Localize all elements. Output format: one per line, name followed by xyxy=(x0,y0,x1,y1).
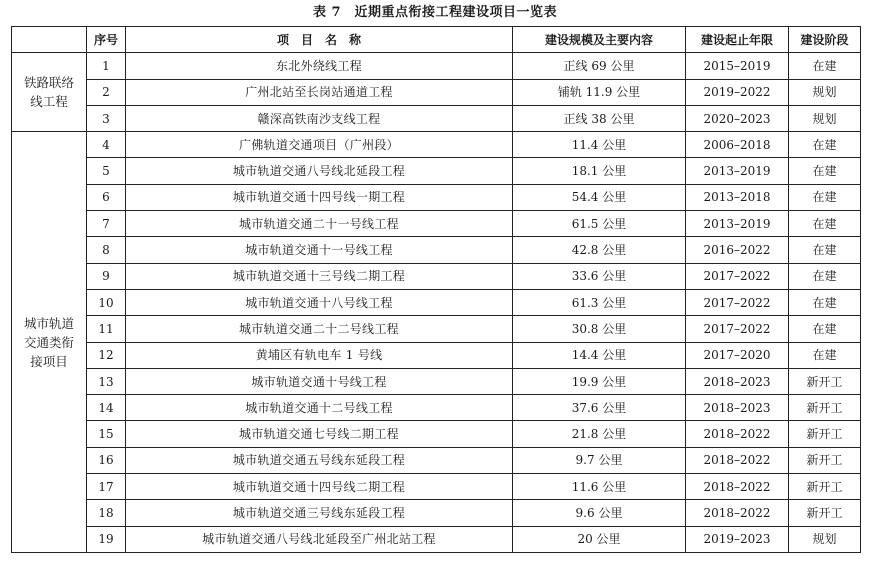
years-cell: 2017–2022 xyxy=(686,289,789,315)
stage-cell: 在建 xyxy=(789,316,861,342)
table-row xyxy=(12,53,861,79)
seq-cell: 9 xyxy=(87,263,126,289)
category-cell: 铁路联络线工程 xyxy=(12,53,87,132)
seq-cell: 18 xyxy=(87,500,126,526)
table-row xyxy=(12,105,861,131)
project-name-cell: 赣深高铁南沙支线工程 xyxy=(126,105,513,131)
seq-cell: 16 xyxy=(87,447,126,473)
header-category xyxy=(12,27,87,53)
years-cell: 2018–2023 xyxy=(686,395,789,421)
project-name-cell: 城市轨道交通十号线工程 xyxy=(126,368,513,394)
years-cell: 2016–2022 xyxy=(686,237,789,263)
scale-cell: 21.8 公里 xyxy=(513,421,686,447)
years-cell: 2018–2022 xyxy=(686,474,789,500)
header-name: 项 目 名 称 xyxy=(126,27,513,53)
table-row xyxy=(12,342,861,368)
years-cell: 2013–2019 xyxy=(686,158,789,184)
seq-cell: 10 xyxy=(87,289,126,315)
scale-cell: 18.1 公里 xyxy=(513,158,686,184)
stage-cell: 在建 xyxy=(789,289,861,315)
stage-cell: 在建 xyxy=(789,237,861,263)
seq-cell: 4 xyxy=(87,132,126,158)
years-cell: 2018–2022 xyxy=(686,447,789,473)
years-cell: 2013–2018 xyxy=(686,184,789,210)
stage-cell: 规划 xyxy=(789,526,861,552)
scale-cell: 30.8 公里 xyxy=(513,316,686,342)
scale-cell: 正线 38 公里 xyxy=(513,105,686,131)
table-row xyxy=(12,132,861,158)
scale-cell: 54.4 公里 xyxy=(513,184,686,210)
table-row xyxy=(12,184,861,210)
table-row xyxy=(12,316,861,342)
table-body xyxy=(12,53,861,553)
stage-cell: 在建 xyxy=(789,263,861,289)
seq-cell: 7 xyxy=(87,211,126,237)
table-row xyxy=(12,526,861,552)
project-name-cell: 城市轨道交通十三号线二期工程 xyxy=(126,263,513,289)
table-row xyxy=(12,500,861,526)
seq-cell: 12 xyxy=(87,342,126,368)
header-years: 建设起止年限 xyxy=(686,27,789,53)
scale-cell: 61.3 公里 xyxy=(513,289,686,315)
seq-cell: 3 xyxy=(87,105,126,131)
table-row xyxy=(12,263,861,289)
years-cell: 2017–2022 xyxy=(686,263,789,289)
years-cell: 2019–2022 xyxy=(686,79,789,105)
project-name-cell: 城市轨道交通十二号线工程 xyxy=(126,395,513,421)
years-cell: 2019–2023 xyxy=(686,526,789,552)
seq-cell: 2 xyxy=(87,79,126,105)
category-cell: 城市轨道交通类衔接项目 xyxy=(12,132,87,553)
stage-cell: 在建 xyxy=(789,53,861,79)
stage-cell: 新开工 xyxy=(789,474,861,500)
years-cell: 2006–2018 xyxy=(686,132,789,158)
stage-cell: 在建 xyxy=(789,132,861,158)
table-row xyxy=(12,289,861,315)
seq-cell: 14 xyxy=(87,395,126,421)
scale-cell: 9.7 公里 xyxy=(513,447,686,473)
project-name-cell: 城市轨道交通三号线东延段工程 xyxy=(126,500,513,526)
scale-cell: 42.8 公里 xyxy=(513,237,686,263)
table-row xyxy=(12,447,861,473)
project-name-cell: 城市轨道交通七号线二期工程 xyxy=(126,421,513,447)
seq-cell: 15 xyxy=(87,421,126,447)
years-cell: 2017–2022 xyxy=(686,316,789,342)
table-row xyxy=(12,79,861,105)
seq-cell: 5 xyxy=(87,158,126,184)
stage-cell: 规划 xyxy=(789,79,861,105)
years-cell: 2018–2022 xyxy=(686,421,789,447)
table-title: 表 7 近期重点衔接工程建设项目一览表 xyxy=(312,5,558,20)
stage-cell: 新开工 xyxy=(789,447,861,473)
seq-cell: 1 xyxy=(87,53,126,79)
scale-cell: 37.6 公里 xyxy=(513,395,686,421)
table-row xyxy=(12,237,861,263)
scale-cell: 11.6 公里 xyxy=(513,474,686,500)
header-seq: 序号 xyxy=(87,27,126,53)
stage-cell: 在建 xyxy=(789,158,861,184)
stage-cell: 规划 xyxy=(789,105,861,131)
scale-cell: 61.5 公里 xyxy=(513,211,686,237)
project-table xyxy=(11,26,861,553)
years-cell: 2013–2019 xyxy=(686,211,789,237)
stage-cell: 在建 xyxy=(789,211,861,237)
project-name-cell: 城市轨道交通八号线北延段工程 xyxy=(126,158,513,184)
seq-cell: 19 xyxy=(87,526,126,552)
project-name-cell: 城市轨道交通十四号线二期工程 xyxy=(126,474,513,500)
project-name-cell: 城市轨道交通十八号线工程 xyxy=(126,289,513,315)
table-row xyxy=(12,368,861,394)
scale-cell: 14.4 公里 xyxy=(513,342,686,368)
scale-cell: 33.6 公里 xyxy=(513,263,686,289)
scale-cell: 铺轨 11.9 公里 xyxy=(513,79,686,105)
table-row xyxy=(12,395,861,421)
stage-cell: 在建 xyxy=(789,342,861,368)
project-name-cell: 东北外绕线工程 xyxy=(126,53,513,79)
project-name-cell: 城市轨道交通八号线北延段至广州北站工程 xyxy=(126,526,513,552)
seq-cell: 11 xyxy=(87,316,126,342)
scale-cell: 11.4 公里 xyxy=(513,132,686,158)
header-stage: 建设阶段 xyxy=(789,27,861,53)
seq-cell: 17 xyxy=(87,474,126,500)
seq-cell: 13 xyxy=(87,368,126,394)
stage-cell: 新开工 xyxy=(789,421,861,447)
years-cell: 2020–2023 xyxy=(686,105,789,131)
years-cell: 2018–2022 xyxy=(686,500,789,526)
stage-cell: 新开工 xyxy=(789,395,861,421)
years-cell: 2017–2020 xyxy=(686,342,789,368)
years-cell: 2018–2023 xyxy=(686,368,789,394)
scale-cell: 9.6 公里 xyxy=(513,500,686,526)
header-row xyxy=(12,27,861,53)
project-name-cell: 黄埔区有轨电车 1 号线 xyxy=(126,342,513,368)
table-row xyxy=(12,211,861,237)
header-scale: 建设规模及主要内容 xyxy=(513,27,686,53)
project-name-cell: 城市轨道交通二十一号线工程 xyxy=(126,211,513,237)
scale-cell: 正线 69 公里 xyxy=(513,53,686,79)
stage-cell: 新开工 xyxy=(789,368,861,394)
project-name-cell: 广州北站至长岗站通道工程 xyxy=(126,79,513,105)
years-cell: 2015–2019 xyxy=(686,53,789,79)
project-name-cell: 城市轨道交通五号线东延段工程 xyxy=(126,447,513,473)
table-row xyxy=(12,421,861,447)
project-name-cell: 城市轨道交通十一号线工程 xyxy=(126,237,513,263)
seq-cell: 8 xyxy=(87,237,126,263)
stage-cell: 在建 xyxy=(789,184,861,210)
project-name-cell: 广佛轨道交通项目（广州段） xyxy=(126,132,513,158)
table-row xyxy=(12,158,861,184)
stage-cell: 新开工 xyxy=(789,500,861,526)
table-row xyxy=(12,474,861,500)
seq-cell: 6 xyxy=(87,184,126,210)
scale-cell: 20 公里 xyxy=(513,526,686,552)
project-name-cell: 城市轨道交通二十二号线工程 xyxy=(126,316,513,342)
project-name-cell: 城市轨道交通十四号线一期工程 xyxy=(126,184,513,210)
scale-cell: 19.9 公里 xyxy=(513,368,686,394)
